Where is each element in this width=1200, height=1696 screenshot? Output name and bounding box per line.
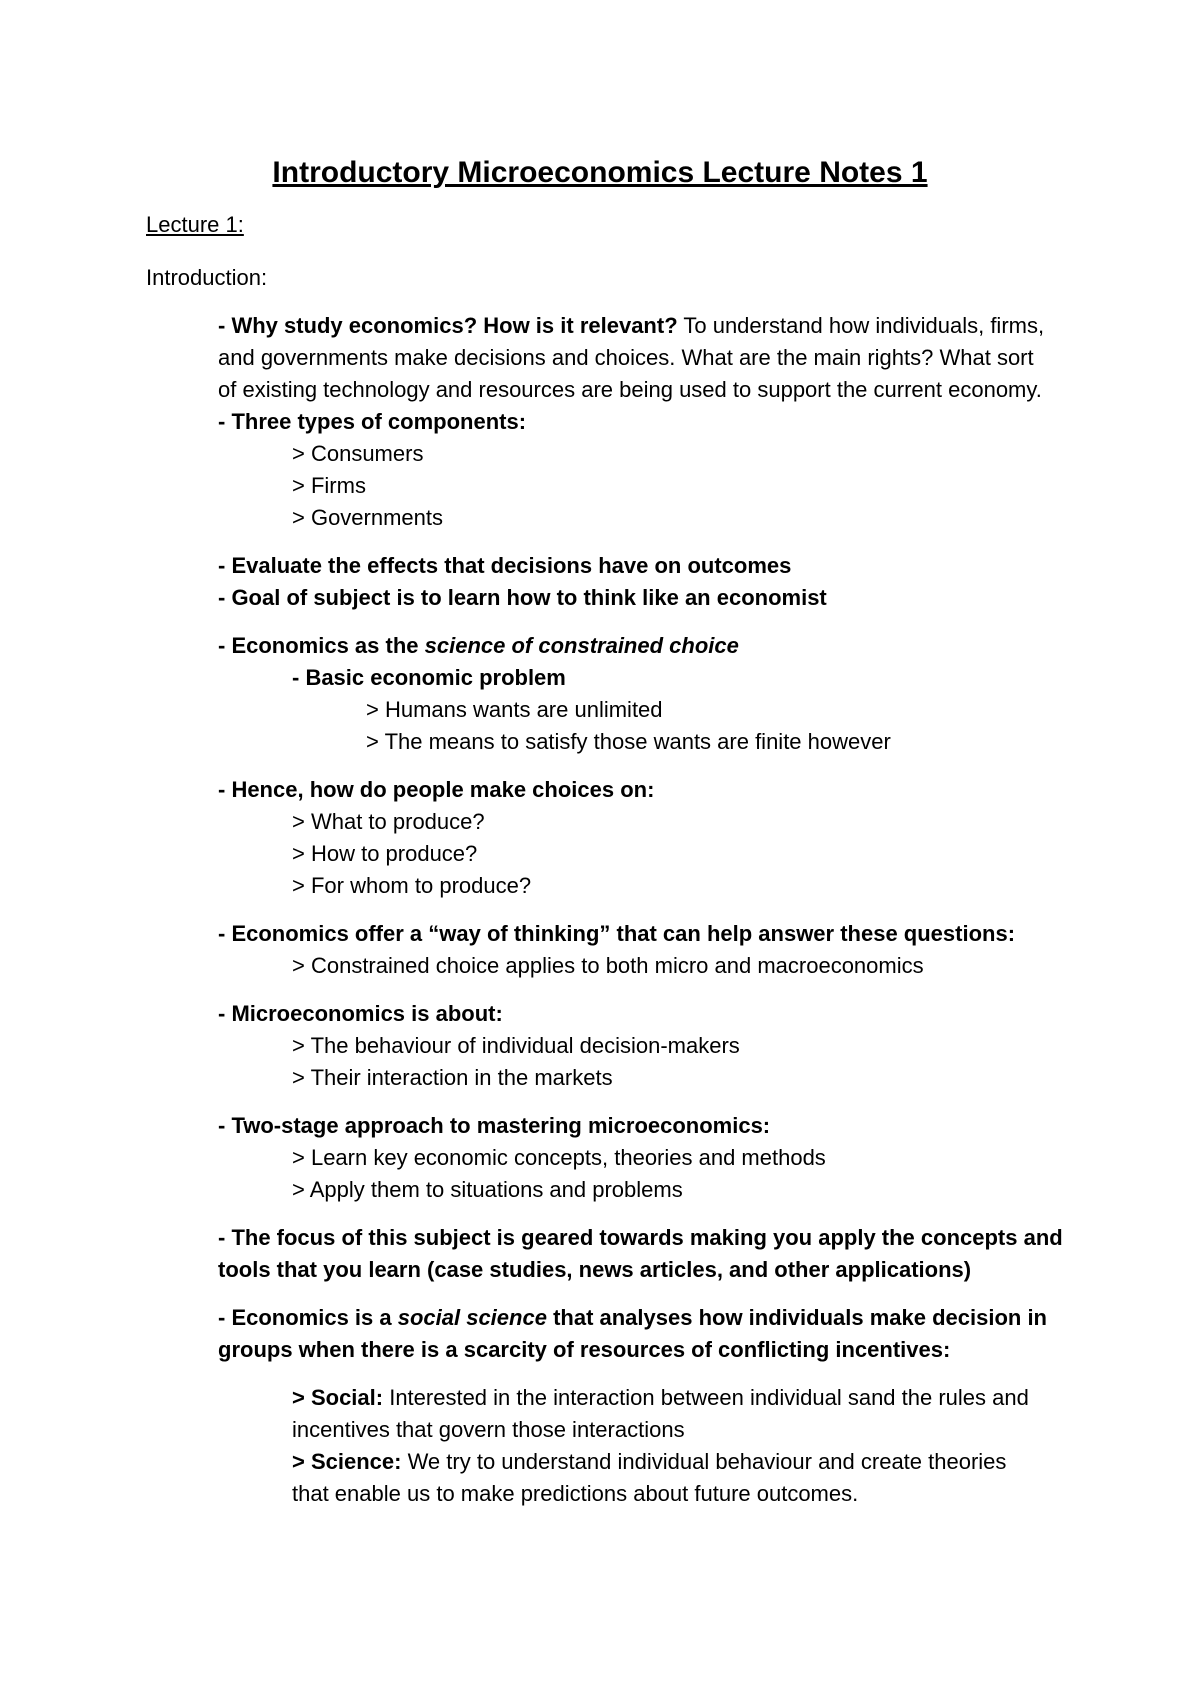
basic-problem-heading: - Basic economic problem [292, 665, 566, 690]
science-italic: science of constrained choice [424, 633, 739, 658]
science-definition-line2: that enable us to make predictions about future outcomes. [292, 1481, 859, 1506]
list-item: > Constrained choice applies to both micro and macroeconomics [292, 953, 924, 978]
why-answer: To understand how individuals, firms, [677, 313, 1045, 338]
micro-heading: - Microeconomics is about: [218, 1001, 503, 1026]
science-definition-line1 [292, 1446, 1006, 1478]
list-item: > The means to satisfy those wants are finite however [366, 729, 891, 754]
list-item: > Consumers [292, 441, 424, 466]
list-item: > Firms [292, 473, 366, 498]
social-label: > Social: [292, 1385, 384, 1410]
list-item: > For whom to produce? [292, 873, 532, 898]
evaluate-point: - Evaluate the effects that decisions have on outcomes [218, 553, 792, 578]
focus-line2: tools that you learn (case studies, news articles, and other applications) [218, 1257, 972, 1282]
components-heading: - Three types of components: [218, 409, 527, 434]
social-science-suffix: that analyses how individuals make decision in [546, 1305, 1047, 1330]
lecture-heading: Lecture 1: [146, 212, 244, 237]
two-stage-heading: - Two-stage approach to mastering microeconomics: [218, 1113, 771, 1138]
why-paragraph-line3: of existing technology and resources are being used to support the current economy. [218, 377, 1042, 402]
list-item: > Apply them to situations and problems [292, 1177, 683, 1202]
why-paragraph-line1 [218, 310, 1044, 342]
science-point [218, 630, 739, 662]
social-science-italic: social science [397, 1305, 547, 1330]
science-prefix: - Economics as the [218, 633, 425, 658]
goal-point: - Goal of subject is to learn how to think like an economist [218, 585, 827, 610]
focus-line1: - The focus of this subject is geared towards making you apply the concepts and [218, 1225, 1063, 1250]
list-item: > Learn key economic concepts, theories and methods [292, 1145, 826, 1170]
science-label: > Science: [292, 1449, 402, 1474]
science-text: We try to understand individual behaviour and create theories [401, 1449, 1007, 1474]
list-item: > Humans wants are unlimited [366, 697, 663, 722]
why-paragraph-line2: and governments make decisions and choices. What are the main rights? What sort [218, 345, 1034, 370]
list-item: > Governments [292, 505, 444, 530]
social-definition-line2: incentives that govern those interactions [292, 1417, 685, 1442]
page-title: Introductory Microeconomics Lecture Notes 1 [272, 156, 928, 189]
way-heading: - Economics offer a “way of thinking” that can help answer these questions: [218, 921, 1016, 946]
section-heading: Introduction: [146, 265, 268, 290]
social-definition-line1 [292, 1382, 1029, 1414]
list-item: > The behaviour of individual decision-makers [292, 1033, 740, 1058]
social-text: Interested in the interaction between individual sand the rules and [383, 1385, 1029, 1410]
social-science-line2: groups when there is a scarcity of resources of conflicting incentives: [218, 1337, 951, 1362]
social-science-prefix: - Economics is a [218, 1305, 398, 1330]
hence-heading: - Hence, how do people make choices on: [218, 777, 655, 802]
social-science-line1 [218, 1302, 1047, 1334]
list-item: > Their interaction in the markets [292, 1065, 613, 1090]
list-item: > What to produce? [292, 809, 485, 834]
why-question: - Why study economics? How is it relevant? [218, 313, 678, 338]
list-item: > How to produce? [292, 841, 478, 866]
